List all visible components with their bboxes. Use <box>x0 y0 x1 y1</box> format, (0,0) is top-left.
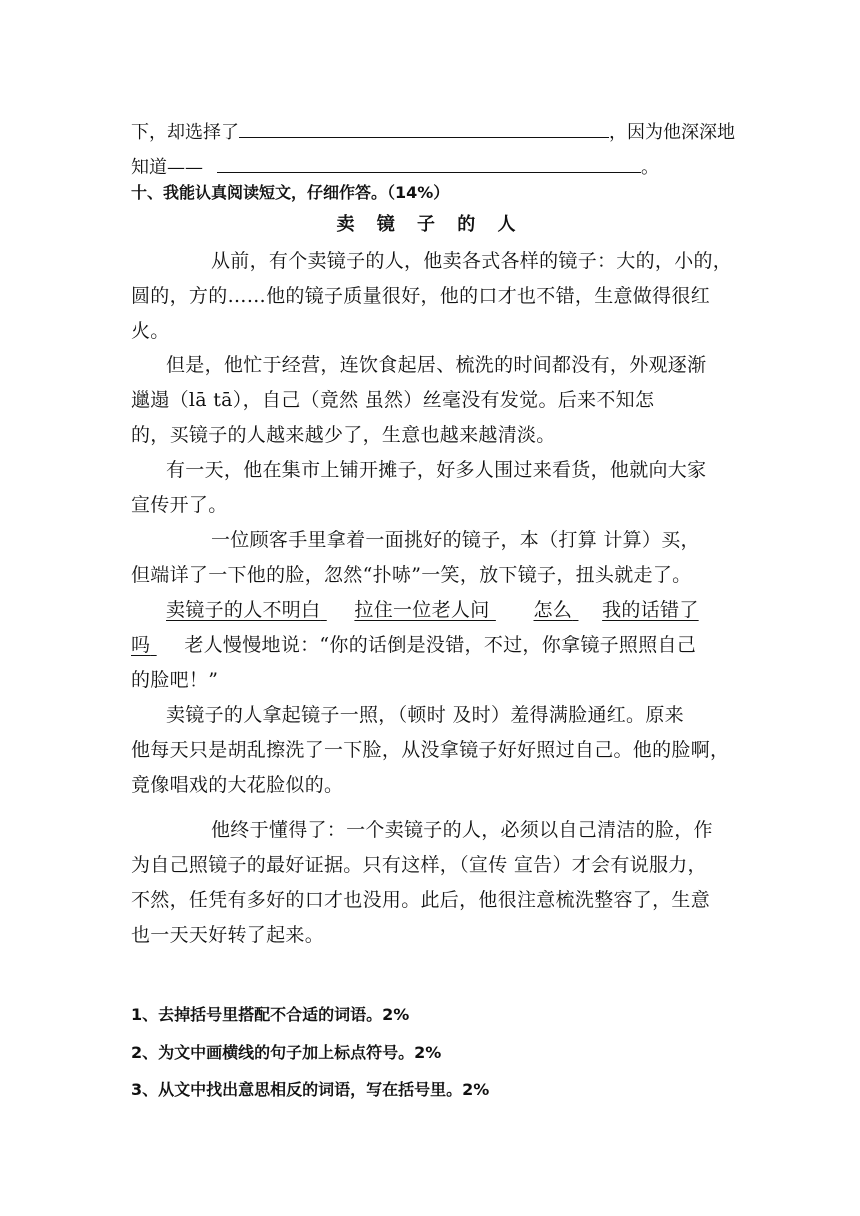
paragraph-line: 圆的，方的……他的镜子质量很好，他的口才也不错，生意做得很红 <box>131 285 711 307</box>
story-title: 卖 镜 子 的 人 <box>336 214 524 235</box>
question-3: 3、从文中找出意思相反的词语，写在括号里。2% <box>131 1080 490 1099</box>
paragraph-line: 卖镜子的人拿起镜子一照，（顿时 及时）羞得满脸通红。原来 <box>166 704 684 726</box>
paragraph-line: 火。 <box>131 320 170 342</box>
answer-blank[interactable] <box>239 136 609 138</box>
paragraph-line: 但端详了一下他的脸，忽然“扑哧”一笑，放下镜子，扭头就走了。 <box>131 564 692 586</box>
paragraph-line: 宣传开了。 <box>131 494 228 516</box>
fill-in-line-2 <box>131 153 659 179</box>
underlined-text: 吗 <box>131 634 151 656</box>
paragraph-line: 一位顾客手里拿着一面挑好的镜子，本（打算 计算）买， <box>211 529 700 551</box>
question-1: 1、去掉括号里搭配不合适的词语。2% <box>131 1005 410 1024</box>
paragraph-line: 不然，任凭有多好的口才也没用。此后，他很注意梳洗整容了，生意 <box>131 889 711 911</box>
paragraph-text: 老人慢慢地说：“你的话倒是没错，不过，你拿镜子照照自己 <box>184 634 697 656</box>
fill-in-line-1 <box>131 118 735 144</box>
underlined-text: 拉住一位老人问 <box>354 599 490 621</box>
fill-in-text: 。 <box>641 157 659 178</box>
paragraph-line: 从前，有个卖镜子的人，他卖各式各样的镜子：大的，小的， <box>211 250 733 272</box>
paragraph-line: 有一天，他在集市上铺开摊子，好多人围过来看货，他就向大家 <box>166 459 707 481</box>
paragraph-line: 邋遢（lā tā），自己（竟然 虽然）丝毫没有发觉。后来不知怎 <box>131 389 655 411</box>
paragraph-line: 的脸吧！” <box>131 669 219 691</box>
paragraph-line: 但是，他忙于经营，连饮食起居、梳洗的时间都没有，外观逐渐 <box>166 354 707 376</box>
underlined-text: 卖镜子的人不明白 <box>166 599 321 621</box>
paragraph-line <box>131 630 696 657</box>
paragraph-line: 竟像唱戏的大花脸似的。 <box>131 774 344 796</box>
section-heading: 十、我能认真阅读短文，仔细作答。（14%） <box>131 183 450 202</box>
paragraph-line: 也一天天好转了起来。 <box>131 924 325 946</box>
paragraph-line: 为自己照镜子的最好证据。只有这样，（宣传 宣告）才会有说服力， <box>131 854 707 876</box>
fill-in-text: 下，却选择了 <box>131 122 239 143</box>
underlined-sentence-line <box>166 595 699 622</box>
answer-blank[interactable] <box>217 171 641 173</box>
fill-in-text: ，因为他深深地 <box>609 122 735 143</box>
underlined-text: 我的话错了 <box>602 599 699 621</box>
paragraph-line: 的，买镜子的人越来越少了，生意也越来越清淡。 <box>131 424 556 446</box>
paragraph-line: 他每天只是胡乱擦洗了一下脸，从没拿镜子好好照过自己。他的脸啊， <box>131 739 730 761</box>
fill-in-text: 知道—— <box>131 157 203 178</box>
question-2: 2、为文中画横线的句子加上标点符号。2% <box>131 1043 442 1062</box>
underlined-text: 怎么 <box>533 599 573 621</box>
paragraph-line: 他终于懂得了：一个卖镜子的人，必须以自己清洁的脸，作 <box>211 819 713 841</box>
